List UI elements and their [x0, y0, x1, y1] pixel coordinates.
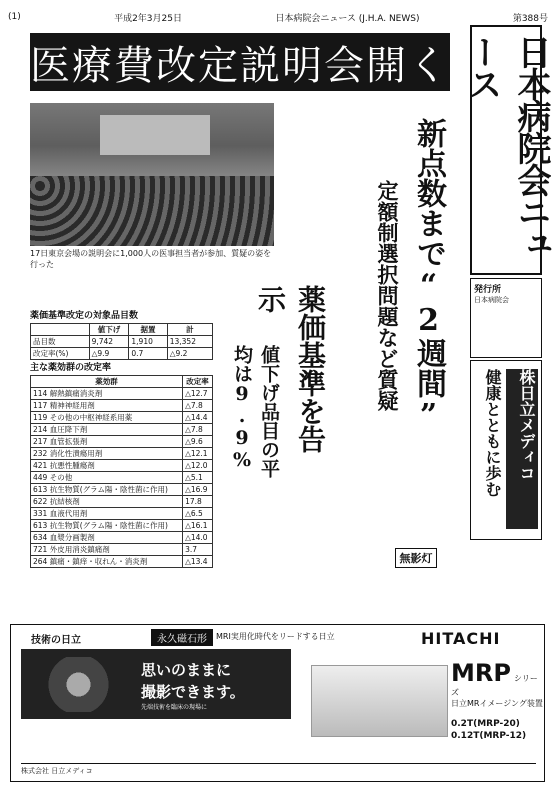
publisher-title: 発行所: [474, 285, 502, 295]
table-cell: 449 その他: [31, 472, 183, 484]
table-cell: 1,910: [129, 336, 167, 348]
issue-date: 平成2年3月25日: [114, 13, 182, 24]
table-cell: 622 抗結核剤: [31, 496, 183, 508]
ad-company: 株日立メディコ: [506, 369, 538, 529]
table-cell: △9.6: [183, 436, 213, 448]
efficacy-table: [30, 360, 213, 568]
table-cell: △7.8: [183, 424, 213, 436]
drug-count-table: [30, 308, 213, 360]
table-cell: △12.1: [183, 448, 213, 460]
table-cell: 721 外皮用消炎鎮痛剤: [31, 544, 183, 556]
table-cell: 232 消化性潰瘍用剤: [31, 448, 183, 460]
table-cell: 634 血漿分画製剤: [31, 532, 183, 544]
mri-machine-image: [311, 665, 448, 737]
photo-caption: 17日東京会場の説明会に1,000人の医事担当者が参加、質疑の姿を行った: [30, 249, 272, 269]
table-cell: 613 抗生物質(グラム陽・陰性菌に作用): [31, 520, 183, 532]
ad-line1: 思いのままに: [141, 661, 232, 679]
table-row: [31, 460, 213, 472]
ad-permanent: 永久磁石形: [151, 629, 213, 646]
ad-slogan: 健康とともに歩む: [483, 369, 502, 497]
table-cell: 17.8: [183, 496, 213, 508]
ad-permanent-sub: MRI実用化時代をリードする日立: [216, 632, 335, 641]
mrp-desc: 日立MRイメージング装置: [451, 699, 543, 708]
table-cell: △13.4: [183, 556, 213, 568]
table-row: [31, 484, 213, 496]
stage: [100, 115, 210, 155]
mrp-series: シリーズ: [451, 674, 538, 697]
masthead-title: 日本病院会ニュース: [462, 35, 551, 259]
event-photo: [30, 103, 274, 246]
top-bar: [8, 10, 548, 24]
page-number: (1): [8, 12, 21, 22]
table-cell: 品目数: [31, 336, 90, 348]
table2-header: 薬効群: [31, 376, 183, 388]
publisher-name: 日本病院会: [474, 296, 509, 304]
main-headline: 医療費改定説明会開く: [30, 33, 450, 91]
table-row: [31, 544, 213, 556]
hitachi-logo: HITACHI: [421, 629, 501, 648]
ad-company-name: 株式会社 日立メディコ: [21, 763, 536, 776]
table-cell: △16.9: [183, 484, 213, 496]
table-cell: 114 解熱鎮痛消炎剤: [31, 388, 183, 400]
table-cell: 217 血管拡張剤: [31, 436, 183, 448]
table-row: [31, 448, 213, 460]
table-cell: 3.7: [183, 544, 213, 556]
table1-header: 計: [167, 324, 212, 336]
publisher-box: [470, 278, 542, 358]
table1-header: 値下げ: [89, 324, 129, 336]
table-cell: 0.7: [129, 348, 167, 360]
table-row: [31, 424, 213, 436]
table-cell: △9.2: [167, 348, 212, 360]
side-advertisement: [470, 360, 542, 540]
mrp-block: [451, 659, 544, 709]
ad-brand: 技術の日立: [31, 635, 81, 646]
table-cell: 改定率(%): [31, 348, 90, 360]
table-cell: △7.8: [183, 400, 213, 412]
table-cell: △14.0: [183, 532, 213, 544]
table1-header: 据置: [129, 324, 167, 336]
table-cell: 119 その他の中枢神経系用薬: [31, 412, 183, 424]
table-cell: 13,352: [167, 336, 212, 348]
table-row: [31, 400, 213, 412]
table-cell: 264 鎮痛・鎮痒・収れん・消炎剤: [31, 556, 183, 568]
ad-banner: [21, 649, 291, 719]
table-row: [31, 412, 213, 424]
issue-number: 第388号: [512, 13, 548, 24]
table-row: [31, 472, 213, 484]
masthead: [462, 25, 551, 275]
story2-subheadline: 値下げ品目の平均は9.9%: [231, 345, 280, 478]
table-cell: △16.1: [183, 520, 213, 532]
spec-012: 0.12T(MRP-12): [451, 731, 527, 741]
table-cell: 613 抗生物質(グラム陽・陰性菌に作用): [31, 484, 183, 496]
table-row: [31, 556, 213, 568]
table-row: [31, 508, 213, 520]
story1-subheadline: 定額制選択問題など質疑: [375, 180, 400, 411]
ad-line2: 撮影できます。: [141, 683, 245, 701]
table-cell: 9,742: [89, 336, 129, 348]
table-row: [31, 520, 213, 532]
audience: [30, 176, 274, 246]
mri-image: [31, 657, 126, 712]
story1-headline: 新点数まで“2週間”: [411, 118, 446, 433]
table-cell: △12.7: [183, 388, 213, 400]
table-row: [31, 388, 213, 400]
paper-name: 日本病院会ニュース (J.H.A. NEWS): [275, 13, 420, 24]
ad-line3: 先端技術を臨床の現場に: [141, 704, 208, 711]
table-cell: 214 血圧降下剤: [31, 424, 183, 436]
spec-020: 0.2T(MRP-20): [451, 719, 520, 729]
story2-headline: 薬価基準を告示: [254, 285, 327, 453]
table-cell: △9.9: [89, 348, 129, 360]
bottom-advertisement: [10, 624, 545, 782]
table-cell: 117 精神神経用剤: [31, 400, 183, 412]
table-cell: 331 血液代用剤: [31, 508, 183, 520]
table1-header: [31, 324, 90, 336]
table-row: [31, 496, 213, 508]
table-cell: △6.5: [183, 508, 213, 520]
table2-header: 改定率: [183, 376, 213, 388]
table-cell: △5.1: [183, 472, 213, 484]
table-cell: 421 抗悪性腫瘍剤: [31, 460, 183, 472]
table-cell: △12.0: [183, 460, 213, 472]
table2-title: 主な薬効群の改定率: [30, 363, 112, 373]
mrp-name: MRP: [451, 659, 511, 687]
table-row: [31, 336, 213, 348]
column-label: 無影灯: [395, 548, 437, 568]
table-cell: △14.4: [183, 412, 213, 424]
table1-title: 薬価基準改定の対象品目数: [30, 311, 139, 321]
table-row: [31, 436, 213, 448]
table-row: [31, 348, 213, 360]
table-row: [31, 532, 213, 544]
